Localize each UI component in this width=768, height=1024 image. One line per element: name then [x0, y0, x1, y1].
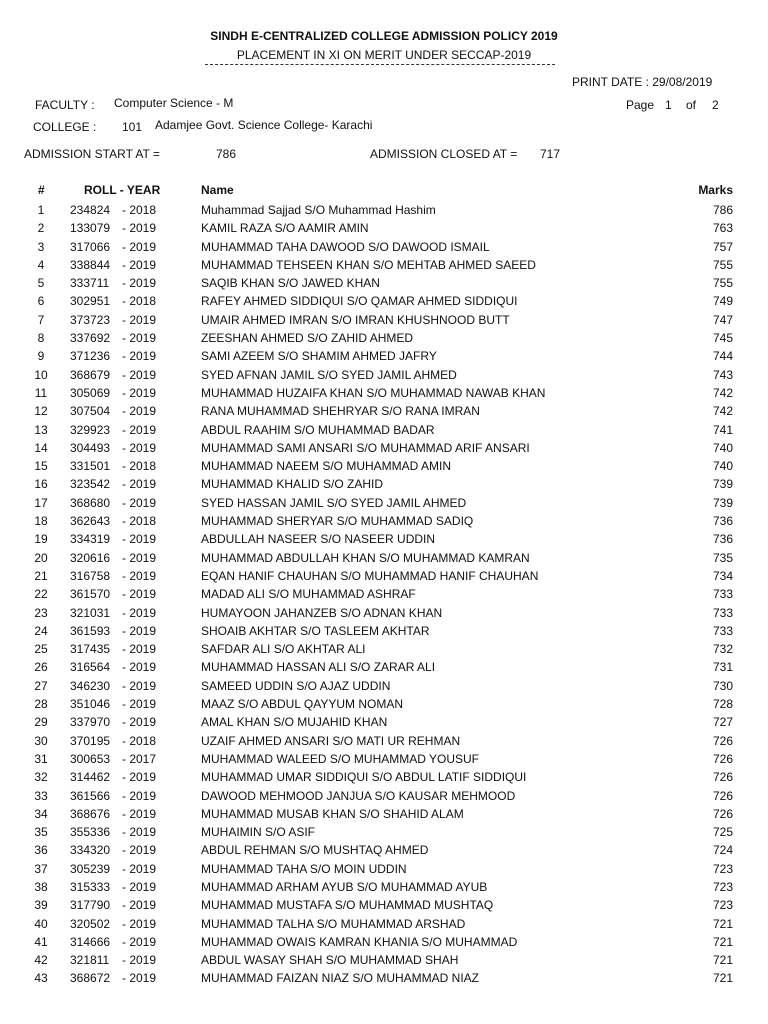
roll-number: 317066 — [70, 239, 111, 254]
student-name: MADAD ALI S/O MUHAMMAD ASHRAF — [201, 587, 416, 602]
marks-value: 740 — [712, 440, 733, 455]
row-number: 16 — [34, 477, 48, 492]
student-name: MUHAMMAD WALEED S/O MUHAMMAD YOUSUF — [201, 751, 480, 766]
row-number: 11 — [34, 385, 48, 400]
admission-year: - 2019 — [122, 605, 157, 620]
admission-year: - 2019 — [122, 404, 157, 419]
roll-number: 368672 — [70, 971, 111, 986]
roll-number: 333711 — [70, 276, 110, 291]
table-row — [0, 733, 768, 751]
table-row — [0, 312, 768, 330]
student-name: SAMI AZEEM S/O SHAMIM AHMED JAFRY — [201, 349, 437, 364]
roll-number: 361566 — [70, 788, 111, 803]
roll-number: 320616 — [70, 550, 111, 565]
row-number: 24 — [34, 623, 48, 638]
marks-value: 726 — [712, 751, 733, 766]
admission-year: - 2019 — [122, 623, 157, 638]
roll-number: 371236 — [70, 349, 111, 364]
admission-year: - 2019 — [122, 898, 157, 913]
marks-value: 747 — [712, 312, 733, 327]
student-name: AMAL KHAN S/O MUJAHID KHAN — [201, 715, 388, 730]
marks-value: 734 — [712, 568, 733, 583]
marks-value: 721 — [712, 971, 733, 986]
table-row — [0, 659, 768, 677]
student-name: ABDUL RAAHIM S/O MUHAMMAD BADAR — [201, 422, 435, 437]
table-row — [0, 458, 768, 476]
student-name: MUHAMMAD SHERYAR S/O MUHAMMAD SADIQ — [201, 514, 474, 529]
table-row — [0, 568, 768, 586]
roll-number: 317435 — [70, 642, 111, 657]
student-name: MUHAMMAD TALHA S/O MUHAMMAD ARSHAD — [201, 916, 466, 931]
faculty-value: Computer Science - M — [114, 96, 234, 110]
table-row — [0, 897, 768, 915]
admission-closed-label: ADMISSION CLOSED AT = — [370, 147, 518, 161]
table-row — [0, 952, 768, 970]
table-row — [0, 586, 768, 604]
row-number: 35 — [34, 825, 48, 840]
page-total: 2 — [712, 98, 719, 112]
marks-value: 744 — [712, 349, 733, 364]
table-row — [0, 367, 768, 385]
row-number: 36 — [34, 843, 48, 858]
student-name: MUHAMMAD HUZAIFA KHAN S/O MUHAMMAD NAWAB KHAN — [201, 385, 546, 400]
student-name: MUHAMMAD UMAR SIDDIQUI S/O ABDUL LATIF SIDDIQUI — [201, 770, 527, 785]
admission-year: - 2017 — [122, 751, 157, 766]
admission-year: - 2019 — [122, 879, 157, 894]
column-header-roll-year: ROLL - YEAR — [84, 183, 161, 197]
roll-number: 370195 — [70, 733, 111, 748]
student-name: UMAIR AHMED IMRAN S/O IMRAN KHUSHNOOD BUTT — [201, 312, 510, 327]
row-number: 30 — [34, 733, 48, 748]
table-row — [0, 769, 768, 787]
roll-number: 321811 — [70, 953, 110, 968]
marks-value: 736 — [712, 532, 733, 547]
marks-value: 733 — [712, 623, 733, 638]
row-number: 13 — [34, 422, 48, 437]
page-label: Page — [626, 98, 655, 112]
table-row — [0, 934, 768, 952]
marks-value: 726 — [712, 806, 733, 821]
roll-number: 300653 — [70, 751, 111, 766]
table-row — [0, 531, 768, 549]
marks-value: 721 — [712, 934, 733, 949]
admission-year: - 2019 — [122, 349, 157, 364]
table-row — [0, 641, 768, 659]
admission-year: - 2018 — [122, 459, 157, 474]
row-number: 26 — [34, 660, 48, 675]
table-row — [0, 330, 768, 348]
marks-value: 723 — [712, 861, 733, 876]
row-number: 25 — [34, 642, 48, 657]
marks-value: 733 — [712, 605, 733, 620]
roll-number: 321031 — [70, 605, 111, 620]
row-number: 7 — [37, 312, 45, 327]
marks-value: 725 — [712, 825, 733, 840]
marks-value: 732 — [712, 642, 733, 657]
student-name: MUHAMMAD OWAIS KAMRAN KHANIA S/O MUHAMMAD — [201, 934, 518, 949]
row-number: 18 — [34, 514, 48, 529]
row-number: 38 — [34, 879, 48, 894]
admission-year: - 2019 — [122, 568, 157, 583]
roll-number: 373723 — [70, 312, 111, 327]
marks-value: 730 — [712, 678, 733, 693]
marks-value: 724 — [712, 843, 733, 858]
table-row — [0, 605, 768, 623]
row-number: 29 — [34, 715, 48, 730]
student-name: MUHAMMAD HASSAN ALI S/O ZARAR ALI — [201, 660, 436, 675]
marks-value: 723 — [712, 879, 733, 894]
student-name: MUHAMMAD MUSAB KHAN S/O SHAHID ALAM — [201, 806, 464, 821]
college-label: COLLEGE : — [33, 120, 97, 134]
page-number: 1 — [665, 98, 672, 112]
row-number: 43 — [34, 971, 48, 986]
table-row — [0, 293, 768, 311]
table-row — [0, 513, 768, 531]
row-number: 33 — [34, 788, 48, 803]
roll-number: 361570 — [70, 587, 111, 602]
marks-value: 742 — [712, 385, 733, 400]
student-name: UZAIF AHMED ANSARI S/O MATI UR REHMAN — [201, 733, 461, 748]
print-date: PRINT DATE : 29/08/2019 — [572, 75, 713, 89]
admission-year: - 2019 — [122, 532, 157, 547]
admission-year: - 2019 — [122, 806, 157, 821]
roll-number: 331501 — [70, 459, 111, 474]
subtitle-dashed-underline — [205, 64, 555, 65]
admission-year: - 2019 — [122, 221, 157, 236]
marks-value: 726 — [712, 770, 733, 785]
marks-value: 755 — [712, 257, 733, 272]
table-row — [0, 385, 768, 403]
table-row — [0, 403, 768, 421]
student-name: ABDULLAH NASEER S/O NASEER UDDIN — [201, 532, 436, 547]
column-header-num: # — [38, 183, 45, 197]
roll-number: 368679 — [70, 367, 111, 382]
table-row — [0, 970, 768, 988]
student-name: KAMIL RAZA S/O AAMIR AMIN — [201, 221, 369, 236]
row-number: 23 — [34, 605, 48, 620]
roll-number: 314462 — [70, 770, 111, 785]
student-name: MUHAMMAD TAHA DAWOOD S/O DAWOOD ISMAIL — [201, 239, 490, 254]
marks-value: 726 — [712, 733, 733, 748]
roll-number: 355336 — [70, 825, 111, 840]
table-row — [0, 788, 768, 806]
row-number: 42 — [34, 953, 48, 968]
roll-number: 361593 — [70, 623, 111, 638]
row-number: 40 — [34, 916, 48, 931]
student-name: SAQIB KHAN S/O JAWED KHAN — [201, 276, 380, 291]
table-row — [0, 879, 768, 897]
roll-number: 316758 — [70, 568, 111, 583]
row-number: 8 — [37, 331, 45, 346]
row-number: 3 — [37, 239, 45, 254]
student-name: MUHAMMAD FAIZAN NIAZ S/O MUHAMMAD NIAZ — [201, 971, 480, 986]
row-number: 32 — [34, 770, 48, 785]
faculty-label: FACULTY : — [35, 98, 95, 112]
admission-year: - 2019 — [122, 257, 157, 272]
row-number: 4 — [37, 257, 45, 272]
admission-year: - 2019 — [122, 715, 157, 730]
marks-value: 763 — [712, 221, 733, 236]
table-row — [0, 751, 768, 769]
marks-value: 745 — [712, 331, 733, 346]
student-name: ZEESHAN AHMED S/O ZAHID AHMED — [201, 331, 414, 346]
row-number: 31 — [34, 751, 48, 766]
row-number: 14 — [34, 440, 48, 455]
student-name: MUHAMMAD TAHA S/O MOIN UDDIN — [201, 861, 407, 876]
marks-value: 743 — [712, 367, 733, 382]
admission-year: - 2019 — [122, 367, 157, 382]
student-name: SAMEED UDDIN S/O AJAZ UDDIN — [201, 678, 391, 693]
roll-number: 234824 — [70, 203, 111, 217]
row-number: 39 — [34, 898, 48, 913]
roll-number: 346230 — [70, 678, 111, 693]
roll-number: 307504 — [70, 404, 111, 419]
student-name: EQAN HANIF CHAUHAN S/O MUHAMMAD HANIF CHAUHAN — [201, 568, 539, 583]
roll-number: 334319 — [70, 532, 111, 547]
student-name: MUHAMMAD ARHAM AYUB S/O MUHAMMAD AYUB — [201, 879, 488, 894]
marks-value: 742 — [712, 404, 733, 419]
row-number: 28 — [34, 697, 48, 712]
marks-value: 721 — [712, 953, 733, 968]
table-row — [0, 623, 768, 641]
table-row — [0, 678, 768, 696]
roll-number: 304493 — [70, 440, 111, 455]
roll-number: 315333 — [70, 879, 111, 894]
table-row — [0, 476, 768, 494]
table-row — [0, 257, 768, 275]
marks-value: 726 — [712, 788, 733, 803]
admission-year: - 2018 — [122, 203, 157, 217]
admission-year: - 2019 — [122, 550, 157, 565]
college-name: Adamjee Govt. Science College- Karachi — [155, 118, 373, 132]
roll-number: 368676 — [70, 806, 111, 821]
student-name: SHOAIB AKHTAR S/O TASLEEM AKHTAR — [201, 623, 430, 638]
roll-number: 302951 — [70, 294, 111, 309]
marks-value: 757 — [712, 239, 733, 254]
admission-year: - 2019 — [122, 422, 157, 437]
table-row — [0, 861, 768, 879]
student-name: MUHAMMAD NAEEM S/O MUHAMMAD AMIN — [201, 459, 452, 474]
row-number: 9 — [37, 349, 45, 364]
admission-year: - 2019 — [122, 276, 157, 291]
row-number: 41 — [34, 934, 48, 949]
admission-year: - 2019 — [122, 587, 157, 602]
roll-number: 337692 — [70, 331, 111, 346]
row-number: 27 — [34, 678, 48, 693]
marks-value: 727 — [712, 715, 733, 730]
roll-number: 133079 — [70, 221, 111, 236]
roll-number: 317790 — [70, 898, 111, 913]
admission-year: - 2018 — [122, 733, 157, 748]
roll-number: 305069 — [70, 385, 111, 400]
student-name: MAAZ S/O ABDUL QAYYUM NOMAN — [201, 697, 404, 712]
student-name: Muhammad Sajjad S/O Muhammad Hashim — [201, 203, 436, 217]
marks-value: 739 — [712, 477, 733, 492]
student-name: SYED AFNAN JAMIL S/O SYED JAMIL AHMED — [201, 367, 457, 382]
table-row — [0, 348, 768, 366]
column-header-name: Name — [201, 183, 234, 197]
admission-start-value: 786 — [216, 147, 237, 161]
table-row — [0, 422, 768, 440]
document-subtitle: PLACEMENT IN XI ON MERIT UNDER SECCAP-2019 — [236, 48, 532, 62]
marks-value: 739 — [712, 495, 733, 510]
roll-number: 323542 — [70, 477, 111, 492]
row-number: 2 — [37, 221, 45, 236]
marks-value: 728 — [712, 697, 733, 712]
document-title: SINDH E-CENTRALIZED COLLEGE ADMISSION POLICY 2019 — [210, 29, 558, 43]
admission-year: - 2019 — [122, 660, 157, 675]
table-row — [0, 842, 768, 860]
table-row — [0, 696, 768, 714]
row-number: 34 — [34, 806, 48, 821]
student-name: MUHAIMIN S/O ASIF — [201, 825, 316, 840]
admission-year: - 2019 — [122, 495, 157, 510]
row-number: 5 — [37, 276, 45, 291]
student-name: ABDUL WASAY SHAH S/O MUHAMMAD SHAH — [201, 953, 459, 968]
admission-year: - 2019 — [122, 843, 157, 858]
student-name: SYED HASSAN JAMIL S/O SYED JAMIL AHMED — [201, 495, 467, 510]
admission-year: - 2019 — [122, 678, 157, 693]
table-row — [0, 275, 768, 293]
admission-year: - 2019 — [122, 916, 157, 931]
student-name: SAFDAR ALI S/O AKHTAR ALI — [201, 642, 366, 657]
table-row — [0, 824, 768, 842]
table-row — [0, 202, 768, 220]
admission-year: - 2019 — [122, 385, 157, 400]
roll-number: 368680 — [70, 495, 111, 510]
roll-number: 351046 — [70, 697, 111, 712]
student-name: RAFEY AHMED SIDDIQUI S/O QAMAR AHMED SIDDIQUI — [201, 294, 518, 309]
row-number: 21 — [34, 568, 48, 583]
marks-value: 731 — [712, 660, 733, 675]
row-number: 17 — [34, 495, 48, 510]
row-number: 10 — [34, 367, 48, 382]
student-name: MUHAMMAD KHALID S/O ZAHID — [201, 477, 384, 492]
admission-year: - 2019 — [122, 331, 157, 346]
roll-number: 305239 — [70, 861, 111, 876]
roll-number: 362643 — [70, 514, 111, 529]
student-name: MUHAMMAD ABDULLAH KHAN S/O MUHAMMAD KAMRAN — [201, 550, 530, 565]
table-row — [0, 916, 768, 934]
marks-value: 721 — [712, 916, 733, 931]
admission-year: - 2019 — [122, 477, 157, 492]
student-name: DAWOOD MEHMOOD JANJUA S/O KAUSAR MEHMOOD — [201, 788, 516, 803]
admission-year: - 2019 — [122, 788, 157, 803]
marks-value: 735 — [712, 550, 733, 565]
row-number: 1 — [37, 203, 45, 217]
student-name: RANA MUHAMMAD SHEHRYAR S/O RANA IMRAN — [201, 404, 480, 419]
row-number: 19 — [34, 532, 48, 547]
table-row — [0, 806, 768, 824]
table-row — [0, 714, 768, 732]
admission-year: - 2019 — [122, 642, 157, 657]
row-number: 37 — [34, 861, 48, 876]
roll-number: 316564 — [70, 660, 111, 675]
roll-number: 314666 — [70, 934, 111, 949]
roll-number: 338844 — [70, 257, 111, 272]
marks-value: 733 — [712, 587, 733, 602]
marks-value: 786 — [712, 203, 733, 217]
row-number: 12 — [34, 404, 48, 419]
column-header-marks: Marks — [698, 183, 733, 197]
table-row — [0, 440, 768, 458]
admission-year: - 2019 — [122, 312, 157, 327]
admission-year: - 2019 — [122, 697, 157, 712]
roll-number: 329923 — [70, 422, 111, 437]
table-row — [0, 220, 768, 238]
admission-year: - 2019 — [122, 934, 157, 949]
row-number: 6 — [37, 294, 45, 309]
marks-value: 740 — [712, 459, 733, 474]
college-code: 101 — [122, 120, 143, 134]
student-name: HUMAYOON JAHANZEB S/O ADNAN KHAN — [201, 605, 443, 620]
roll-number: 320502 — [70, 916, 111, 931]
student-name: ABDUL REHMAN S/O MUSHTAQ AHMED — [201, 843, 429, 858]
admission-year: - 2019 — [122, 953, 157, 968]
row-number: 22 — [34, 587, 48, 602]
admission-closed-value: 717 — [540, 147, 561, 161]
admission-year: - 2018 — [122, 294, 157, 309]
admission-year: - 2019 — [122, 440, 157, 455]
admission-start-label: ADMISSION START AT = — [24, 147, 160, 161]
row-number: 15 — [34, 459, 48, 474]
page-of: of — [686, 98, 697, 112]
admission-year: - 2019 — [122, 861, 157, 876]
marks-value: 749 — [712, 294, 733, 309]
student-name: MUHAMMAD SAMI ANSARI S/O MUHAMMAD ARIF ANSARI — [201, 440, 530, 455]
table-row — [0, 495, 768, 513]
student-name: MUHAMMAD MUSTAFA S/O MUHAMMAD MUSHTAQ — [201, 898, 494, 913]
admission-year: - 2019 — [122, 971, 157, 986]
admission-year: - 2018 — [122, 514, 157, 529]
table-row — [0, 550, 768, 568]
admission-year: - 2019 — [122, 825, 157, 840]
marks-value: 723 — [712, 898, 733, 913]
student-name: MUHAMMAD TEHSEEN KHAN S/O MEHTAB AHMED SAEED — [201, 257, 536, 272]
row-number: 20 — [34, 550, 48, 565]
marks-value: 736 — [712, 514, 733, 529]
merit-list-table — [0, 202, 768, 989]
table-row — [0, 239, 768, 257]
marks-value: 741 — [712, 422, 733, 437]
admission-year: - 2019 — [122, 239, 157, 254]
roll-number: 334320 — [70, 843, 111, 858]
roll-number: 337970 — [70, 715, 111, 730]
marks-value: 755 — [712, 276, 733, 291]
admission-year: - 2019 — [122, 770, 157, 785]
